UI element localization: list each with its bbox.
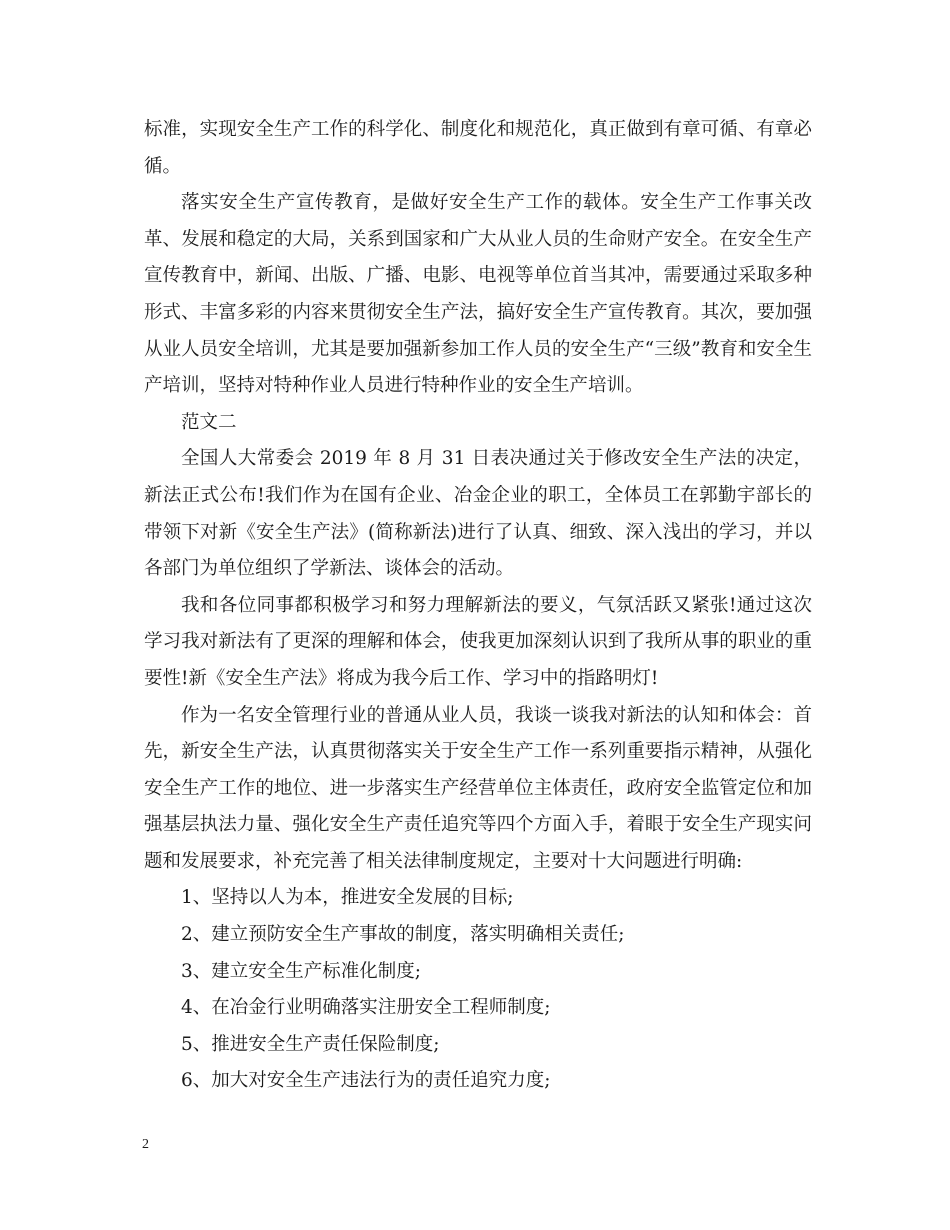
section-heading-sample-two: 范文二 — [181, 411, 237, 433]
list-item-1: 1、坚持以人为本，推进安全发展的目标; — [181, 887, 514, 909]
list-item-5: 5、推进安全生产责任保险制度; — [181, 1033, 440, 1055]
document-body — [144, 112, 812, 1100]
paragraph-understanding: 作为一名安全管理行业的普通从业人员，我谈一谈我对新法的认知和体会：首先，新安全生产法，认真贯彻落实关于安全生产工作一系列重要指示精神，从强化安全生产工作的地位、进一步落实生产经营单位主体责任，政府安全监管定位和加强基层执法力量、强化安全生产责任追究等四个方面入手，着眼于安全生产现实问题和发展要求，补充完善了相关法律制度规定，主要对十大问题进行明确: — [144, 704, 812, 872]
list-item-4: 4、在冶金行业明确落实注册安全工程师制度; — [181, 997, 551, 1019]
paragraph-new-law-announcement: 全国人大常委会 2019 年 8 月 31 日表决通过关于修改安全生产法的决定，新法正式公布!我们作为在国有企业、冶金企业的职工，全体员工在郭勤宇部长的带领下对新《安全生产法》(简称新法)进行了认真、细致、深入浅出的学习，并以各部门为单位组织了学新法、谈体会的活动。 — [144, 448, 812, 580]
list-item-6: 6、加大对安全生产违法行为的责任追究力度; — [181, 1070, 551, 1092]
paragraph-learning-experience: 我和各位同事都积极学习和努力理解新法的要义，气氛活跃又紧张!通过这次学习我对新法有了更深的理解和体会，使我更加深刻认识到了我所从事的职业的重要性!新《安全生产法》将成为我今后工作、学习中的指路明灯! — [144, 594, 812, 689]
list-item-3: 3、建立安全生产标准化制度; — [181, 960, 422, 982]
list-item-2: 2、建立预防安全生产事故的制度，落实明确相关责任; — [181, 924, 625, 946]
paragraph-safety-education: 落实安全生产宣传教育，是做好安全生产工作的载体。安全生产工作事关改革、发展和稳定的大局，关系到国家和广大从业人员的生命财产安全。在安全生产宣传教育中，新闻、出版、广播、电影、电视等单位首当其冲，需要通过采取多种形式、丰富多彩的内容来贯彻安全生产法，搞好安全生产宣传教育。其次，要加强从业人员安全培训，尤其是要加强新参加工作人员的安全生产“三级”教育和安全生产培训，坚持对特种作业人员进行特种作业的安全生产培训。 — [144, 192, 812, 397]
paragraph-continuation: 标准，实现安全生产工作的科学化、制度化和规范化，真正做到有章可循、有章必循。 — [144, 119, 812, 177]
page-number: 2 — [142, 1137, 149, 1152]
